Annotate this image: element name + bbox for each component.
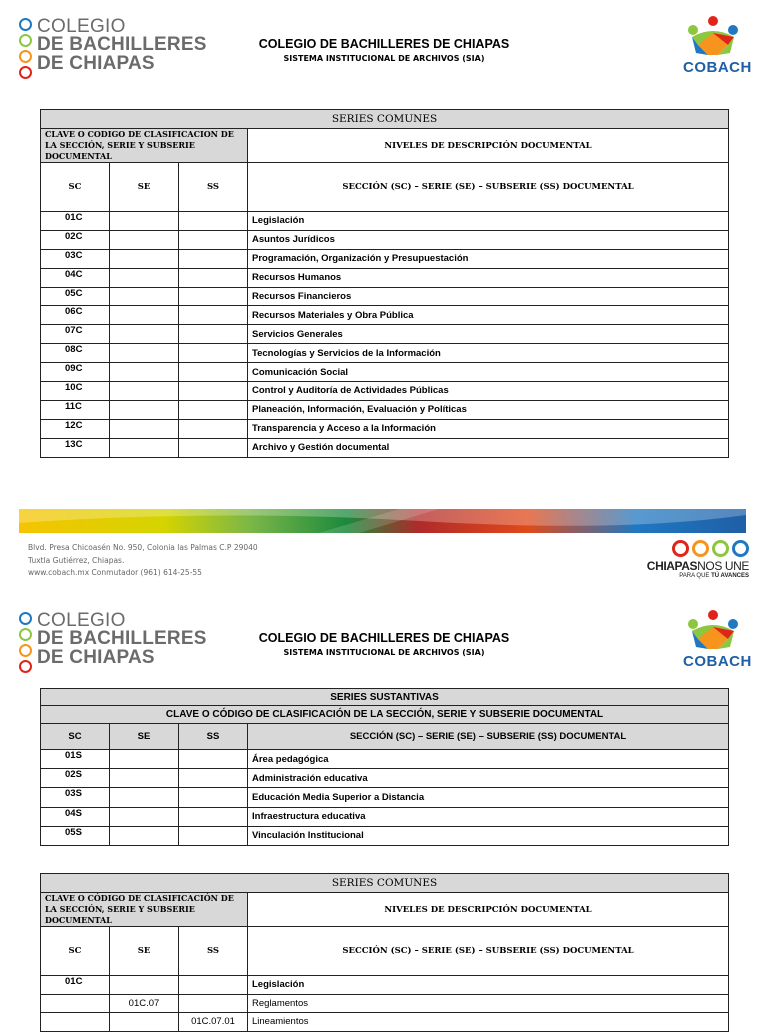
cell-sc: 01C [41, 212, 110, 231]
cell-sc: 11C [41, 400, 110, 419]
cell-ss [179, 994, 248, 1013]
cell-sc: 03C [41, 249, 110, 268]
cell-desc: Servicios Generales [248, 325, 729, 344]
colegio-logo [19, 610, 207, 672]
cell-ss [179, 400, 248, 419]
cobach-logo [678, 15, 758, 80]
table-row [41, 287, 729, 306]
table-row [41, 826, 729, 845]
col-ss-header: SS [179, 927, 248, 976]
cell-se [110, 788, 179, 807]
cell-desc: Asuntos Jurídicos [248, 230, 729, 249]
cell-ss [179, 438, 248, 457]
cell-desc: Archivo y Gestión documental [248, 438, 729, 457]
clave-header: CLAVE O CÓDIGO DE CLASIFICACIÓN DE LA SECCIÓN, SERIE Y SUBSERIE DOCUMENTAL [41, 706, 729, 724]
series-sustantivas-table [40, 688, 729, 846]
address-line: www.cobach.mx Conmutador (961) 614-25-55 [28, 568, 202, 577]
cell-desc: Reglamentos [248, 994, 729, 1013]
page-subtitle: SISTEMA INSTITUCIONAL DE ARCHIVOS (SIA) [283, 648, 485, 657]
table-row [41, 212, 729, 231]
col-ss-header: SS [179, 724, 248, 750]
cell-se [110, 1013, 179, 1032]
cell-ss [179, 382, 248, 401]
cell-ss [179, 363, 248, 382]
cell-desc: Control y Auditoría de Actividades Públicas [248, 382, 729, 401]
cell-ss [179, 249, 248, 268]
cell-ss: 01C.07.01 [179, 1013, 248, 1032]
cell-ss [179, 230, 248, 249]
cell-ss [179, 807, 248, 826]
cell-desc: Lineamientos [248, 1013, 729, 1032]
table-row [41, 419, 729, 438]
table-row [41, 1013, 729, 1032]
cell-se [110, 325, 179, 344]
table-row [41, 807, 729, 826]
table-row [41, 788, 729, 807]
cell-se [110, 750, 179, 769]
table-row [41, 382, 729, 401]
cell-se: 01C.07 [110, 994, 179, 1013]
colegio-logo [19, 16, 207, 78]
cell-ss [179, 826, 248, 845]
cell-desc: Legislación [248, 212, 729, 231]
cell-sc: 03S [41, 788, 110, 807]
table-row [41, 994, 729, 1013]
logo-line1: COLEGIO [37, 610, 126, 631]
cell-ss [179, 976, 248, 995]
logo-line1: COLEGIO [37, 16, 126, 37]
page-subtitle: SISTEMA INSTITUCIONAL DE ARCHIVOS (SIA) [283, 54, 485, 63]
series-comunes-table [40, 109, 729, 458]
cell-se [110, 826, 179, 845]
cell-sc: 01S [41, 750, 110, 769]
cell-desc: Comunicación Social [248, 363, 729, 382]
cell-sc: 12C [41, 419, 110, 438]
chiapas-logo [646, 540, 749, 582]
cell-ss [179, 344, 248, 363]
page-title: COLEGIO DE BACHILLERES DE CHIAPAS [258, 37, 510, 51]
cell-sc: 05C [41, 287, 110, 306]
cell-ss [179, 268, 248, 287]
cell-se [110, 976, 179, 995]
cell-ss [179, 769, 248, 788]
logo-dots-icon [19, 612, 35, 676]
cell-sc: 01C [41, 976, 110, 995]
table-row [41, 325, 729, 344]
chiapas-slogan: CHIAPASNOS UNE [646, 559, 749, 573]
footer-address [28, 542, 258, 580]
cell-sc: 02S [41, 769, 110, 788]
cell-desc: Transparencia y Acceso a la Información [248, 419, 729, 438]
cell-sc: 07C [41, 325, 110, 344]
cell-se [110, 212, 179, 231]
seccion-header: SECCIÓN (SC) – SERIE (SE) – SUBSERIE (SS) DOCUMENTAL [248, 163, 729, 212]
cell-ss [179, 419, 248, 438]
cell-desc: Recursos Materiales y Obra Pública [248, 306, 729, 325]
cobach-mark-icon [678, 609, 748, 653]
cell-se [110, 807, 179, 826]
table-row [41, 400, 729, 419]
col-se-header: SE [110, 724, 179, 750]
table-row [41, 769, 729, 788]
col-sc-header: SC [41, 724, 110, 750]
cell-sc: 09C [41, 363, 110, 382]
cell-sc [41, 994, 110, 1013]
niveles-header: NIVELES DE DESCRIPCIÓN DOCUMENTAL [248, 129, 729, 163]
col-se-header: SE [110, 927, 179, 976]
logo-line3: DE CHIAPAS [37, 647, 155, 668]
table-row [41, 438, 729, 457]
decorative-color-band [19, 509, 746, 533]
cell-desc: Programación, Organización y Presupuestación [248, 249, 729, 268]
col-sc-header: SC [41, 927, 110, 976]
seccion-header: SECCIÓN (SC) – SERIE (SE) – SUBSERIE (SS) DOCUMENTAL [248, 724, 729, 750]
table-title: SERIES COMUNES [41, 110, 729, 129]
cell-se [110, 268, 179, 287]
cell-se [110, 438, 179, 457]
logo-line3: DE CHIAPAS [37, 53, 155, 74]
table-row [41, 750, 729, 769]
chiapas-tagline: PARA QUE TÚ AVANCES [679, 573, 749, 579]
cell-desc: Legislación [248, 976, 729, 995]
cobach-mark-icon [678, 15, 748, 59]
cell-desc: Planeación, Información, Evaluación y Políticas [248, 400, 729, 419]
cell-desc: Infraestructura educativa [248, 807, 729, 826]
logo-dots-icon [19, 18, 35, 82]
table-row [41, 306, 729, 325]
cell-desc: Tecnologías y Servicios de la Información [248, 344, 729, 363]
cell-desc: Vinculación Institucional [248, 826, 729, 845]
table-row [41, 363, 729, 382]
cell-desc: Educación Media Superior a Distancia [248, 788, 729, 807]
niveles-header: NIVELES DE DESCRIPCIÓN DOCUMENTAL [248, 893, 729, 927]
cell-sc: 10C [41, 382, 110, 401]
cell-ss [179, 287, 248, 306]
table-row [41, 268, 729, 287]
logo-line2: DE BACHILLERES [37, 34, 207, 55]
seccion-header: SECCIÓN (SC) – SERIE (SE) – SUBSERIE (SS) DOCUMENTAL [248, 927, 729, 976]
series-comunes-detail-table [40, 873, 729, 1032]
cell-desc: Recursos Financieros [248, 287, 729, 306]
cell-desc: Área pedagógica [248, 750, 729, 769]
cell-se [110, 769, 179, 788]
cell-se [110, 230, 179, 249]
cell-sc: 13C [41, 438, 110, 457]
cell-sc: 02C [41, 230, 110, 249]
cell-se [110, 382, 179, 401]
cell-desc: Recursos Humanos [248, 268, 729, 287]
address-line: Tuxtla Gutiérrez, Chiapas. [28, 555, 125, 565]
cell-sc: 04C [41, 268, 110, 287]
cell-se [110, 419, 179, 438]
cell-sc: 06C [41, 306, 110, 325]
cobach-logo [678, 609, 758, 674]
table-title: SERIES SUSTANTIVAS [41, 689, 729, 706]
table-row [41, 249, 729, 268]
clave-header: CLAVE O CODIGO DE CLASIFICACION DE LA SECCIÓN, SERIE Y SUBSERIE DOCUMENTAL [41, 129, 248, 163]
cobach-label: COBACH [683, 59, 752, 76]
logo-line2: DE BACHILLERES [37, 628, 207, 649]
cell-sc: 08C [41, 344, 110, 363]
col-ss-header: SS [179, 163, 248, 212]
cell-se [110, 249, 179, 268]
page-title: COLEGIO DE BACHILLERES DE CHIAPAS [258, 631, 510, 645]
address-line: Blvd. Presa Chicoasén No. 950, Colonia las Palmas C.P 29040 [28, 543, 258, 552]
cell-ss [179, 306, 248, 325]
cell-desc: Administración educativa [248, 769, 729, 788]
cell-sc [41, 1013, 110, 1032]
cell-se [110, 306, 179, 325]
col-se-header: SE [110, 163, 179, 212]
cell-sc: 05S [41, 826, 110, 845]
cell-se [110, 287, 179, 306]
clave-header: CLAVE O CÓDIGO DE CLASIFICACIÓN DE LA SECCIÓN, SERIE Y SUBSERIE DOCUMENTAL [41, 893, 248, 927]
table-row [41, 230, 729, 249]
cell-ss [179, 212, 248, 231]
cell-sc: 04S [41, 807, 110, 826]
cobach-label: COBACH [683, 653, 752, 670]
rings-icon [653, 540, 749, 557]
cell-ss [179, 750, 248, 769]
cell-se [110, 400, 179, 419]
cell-ss [179, 788, 248, 807]
cell-se [110, 344, 179, 363]
table-row [41, 344, 729, 363]
table-title: SERIES COMUNES [41, 874, 729, 893]
table-row [41, 976, 729, 995]
col-sc-header: SC [41, 163, 110, 212]
cell-ss [179, 325, 248, 344]
cell-se [110, 363, 179, 382]
